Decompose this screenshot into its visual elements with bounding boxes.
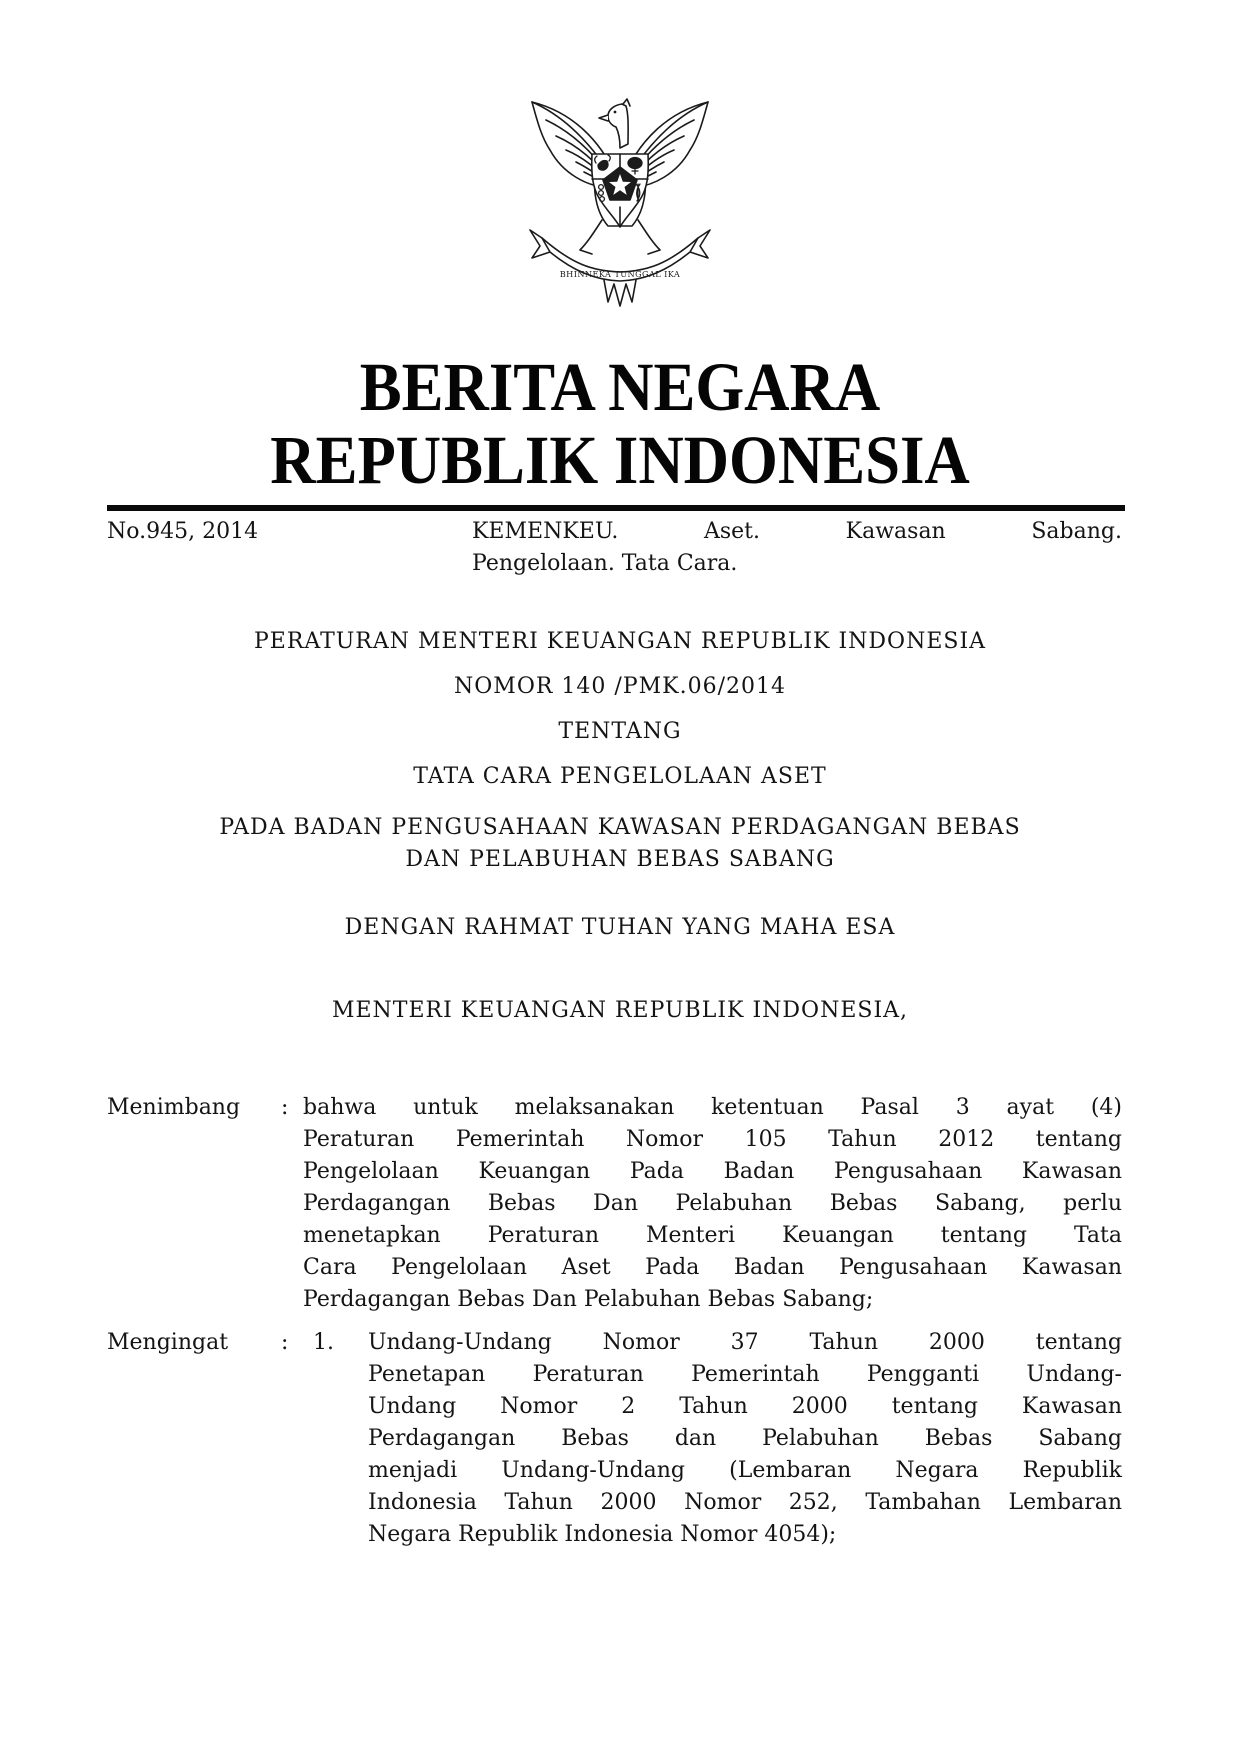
heading-authority: MENTERI KEUANGAN REPUBLIK INDONESIA, [331, 998, 909, 1023]
mengingat-label: Mengingat [107, 1330, 229, 1355]
heading-regulation-title: PERATURAN MENTERI KEUANGAN REPUBLIK INDONESIA [253, 629, 987, 654]
mengingat-body [368, 1327, 1122, 1551]
tail-feathers [604, 280, 636, 306]
text-line: bahwa untuk melaksanakan ketentuan Pasal 3 ayat (4) [303, 1095, 1122, 1120]
mengingat-item-number: 1. [313, 1330, 334, 1355]
text-line: Undang Nomor 2 Tahun 2000 tentang Kawasan [368, 1394, 1122, 1419]
text-line: Perdagangan Bebas dan Pelabuhan Bebas Sabang [368, 1426, 1122, 1451]
text-line: Perdagangan Bebas Dan Pelabuhan Bebas Sabang; [303, 1287, 874, 1312]
menimbang-label: Menimbang [107, 1095, 241, 1120]
eagle-head-icon [599, 99, 630, 148]
text-line: menetapkan Peraturan Menteri Keuangan tentang Tata [303, 1223, 1122, 1248]
text-line: Negara Republik Indonesia Nomor 4054); [368, 1522, 837, 1547]
heading-regulation-number: NOMOR 140 /PMK.06/2014 [454, 674, 786, 699]
text-line: Undang-Undang Nomor 37 Tahun 2000 tentang [368, 1330, 1122, 1355]
text-line: Pengelolaan Keuangan Pada Badan Pengusahaan Kawasan [303, 1159, 1122, 1184]
garuda-pancasila-emblem [522, 94, 718, 310]
eagle-leg-right [638, 220, 660, 254]
mengingat-clause [107, 1327, 1122, 1551]
menimbang-colon: : [281, 1095, 289, 1120]
issue-subject [472, 516, 1122, 580]
issue-number: No.945, 2014 [107, 519, 259, 544]
text-line: Cara Pengelolaan Aset Pada Badan Pengusahaan Kawasan [303, 1255, 1122, 1280]
menimbang-clause [107, 1092, 1122, 1316]
regulation-heading [111, 626, 1129, 1027]
text-line: menjadi Undang-Undang (Lembaran Negara Republik [368, 1458, 1122, 1483]
heading-subject-line1: TATA CARA PENGELOLAAN ASET [413, 764, 827, 789]
gazette-title-line2: REPUBLIK INDONESIA [270, 422, 970, 498]
heading-subject-line3: DAN PELABUHAN BEBAS SABANG [405, 847, 835, 872]
text-line: Penetapan Peraturan Pemerintah Pengganti Undang- [368, 1362, 1122, 1387]
gazette-masthead [0, 351, 1240, 497]
masthead-divider [107, 505, 1125, 511]
text-line: Perdagangan Bebas Dan Pelabuhan Bebas Sabang, perlu [303, 1191, 1122, 1216]
issue-subject-line1: KEMENKEU. Aset. Kawasan Sabang. [472, 519, 1122, 544]
text-line: Indonesia Tahun 2000 Nomor 252, Tambahan Lembaran [368, 1490, 1122, 1515]
heading-invocation: DENGAN RAHMAT TUHAN YANG MAHA ESA [344, 915, 896, 940]
pancasila-shield-icon [592, 154, 648, 227]
issue-subject-line2: Pengelolaan. Tata Cara. [472, 551, 738, 576]
menimbang-body [303, 1092, 1122, 1316]
text-line: Peraturan Pemerintah Nomor 105 Tahun 2012 tentang [303, 1127, 1122, 1152]
gazette-title-line1: BERITA NEGARA [359, 349, 881, 425]
mengingat-colon: : [281, 1330, 289, 1355]
motto-text: BHINNEKA TUNGGAL IKA [559, 269, 681, 279]
heading-tentang: TENTANG [558, 719, 682, 744]
heading-subject-line2: PADA BADAN PENGUSAHAAN KAWASAN PERDAGANGAN BEBAS [219, 815, 1021, 840]
eagle-leg-left [580, 220, 602, 254]
